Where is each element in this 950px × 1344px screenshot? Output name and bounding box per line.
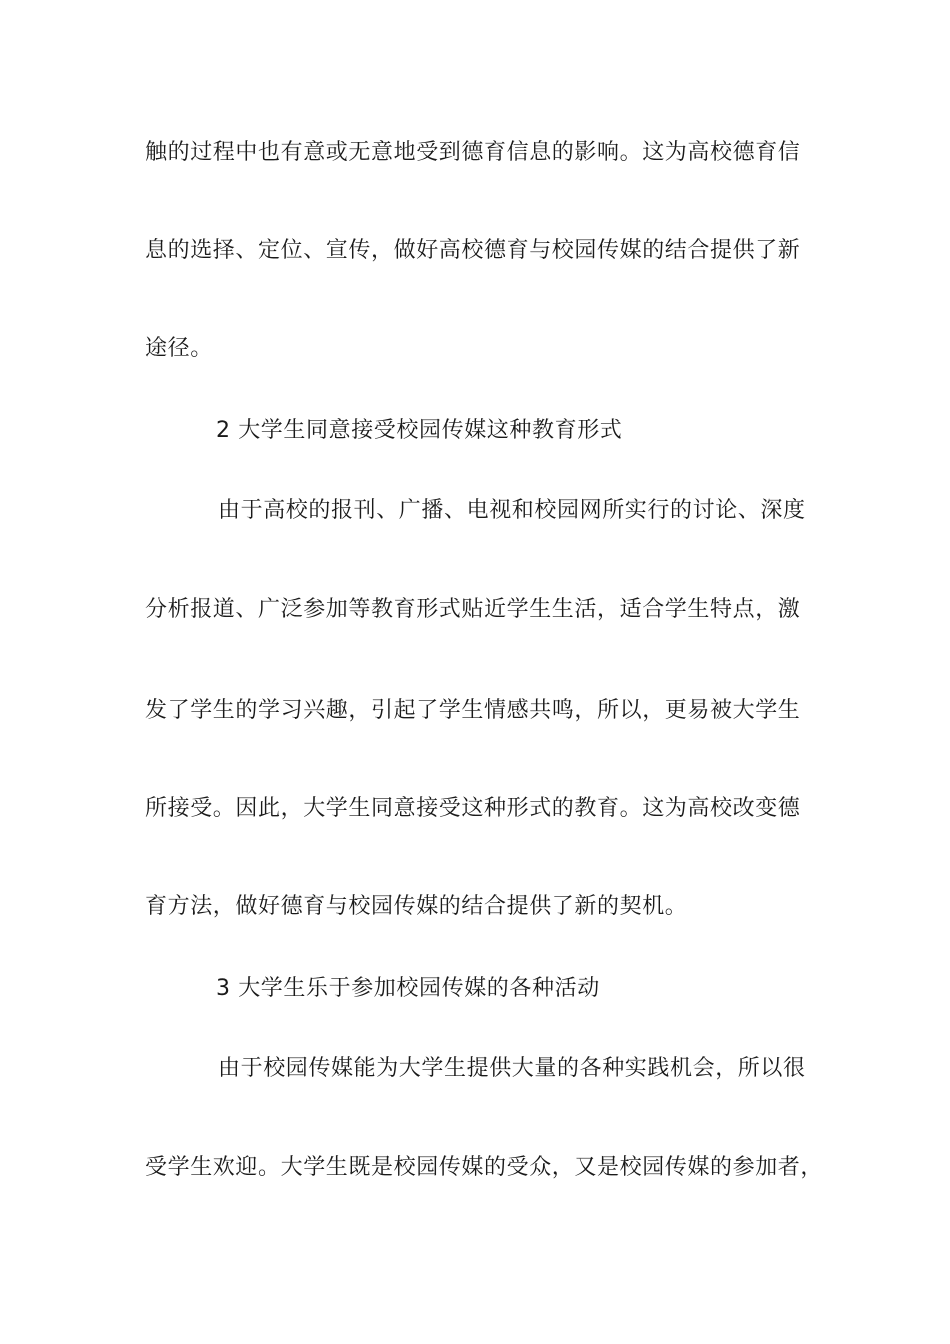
section-heading: 3 大学生乐于参加校园传媒的各种活动	[216, 976, 600, 1001]
paragraph-line: 受学生欢迎。大学生既是校园传媒的受众，又是校园传媒的参加者，	[145, 1155, 824, 1180]
paragraph-line: 所接受。因此，大学生同意接受这种形式的教育。这为高校改变德	[145, 796, 801, 821]
paragraph-line: 途径。	[145, 336, 213, 361]
paragraph-line: 分析报道、广泛参加等教育形式贴近学生生活，适合学生特点，激	[145, 597, 801, 622]
paragraph-line: 由于校园传媒能为大学生提供大量的各种实践机会，所以很	[218, 1056, 806, 1081]
paragraph-line: 由于高校的报刊、广播、电视和校园网所实行的讨论、深度	[218, 498, 806, 523]
paragraph-line: 发了学生的学习兴趣，引起了学生情感共鸣，所以，更易被大学生	[145, 698, 801, 723]
paragraph-line: 育方法，做好德育与校园传媒的结合提供了新的契机。	[145, 894, 688, 919]
paragraph-line: 触的过程中也有意或无意地受到德育信息的影响。这为高校德育信	[145, 140, 801, 165]
section-heading: 2 大学生同意接受校园传媒这种教育形式	[216, 418, 623, 443]
paragraph-line: 息的选择、定位、宣传，做好高校德育与校园传媒的结合提供了新	[145, 238, 801, 263]
